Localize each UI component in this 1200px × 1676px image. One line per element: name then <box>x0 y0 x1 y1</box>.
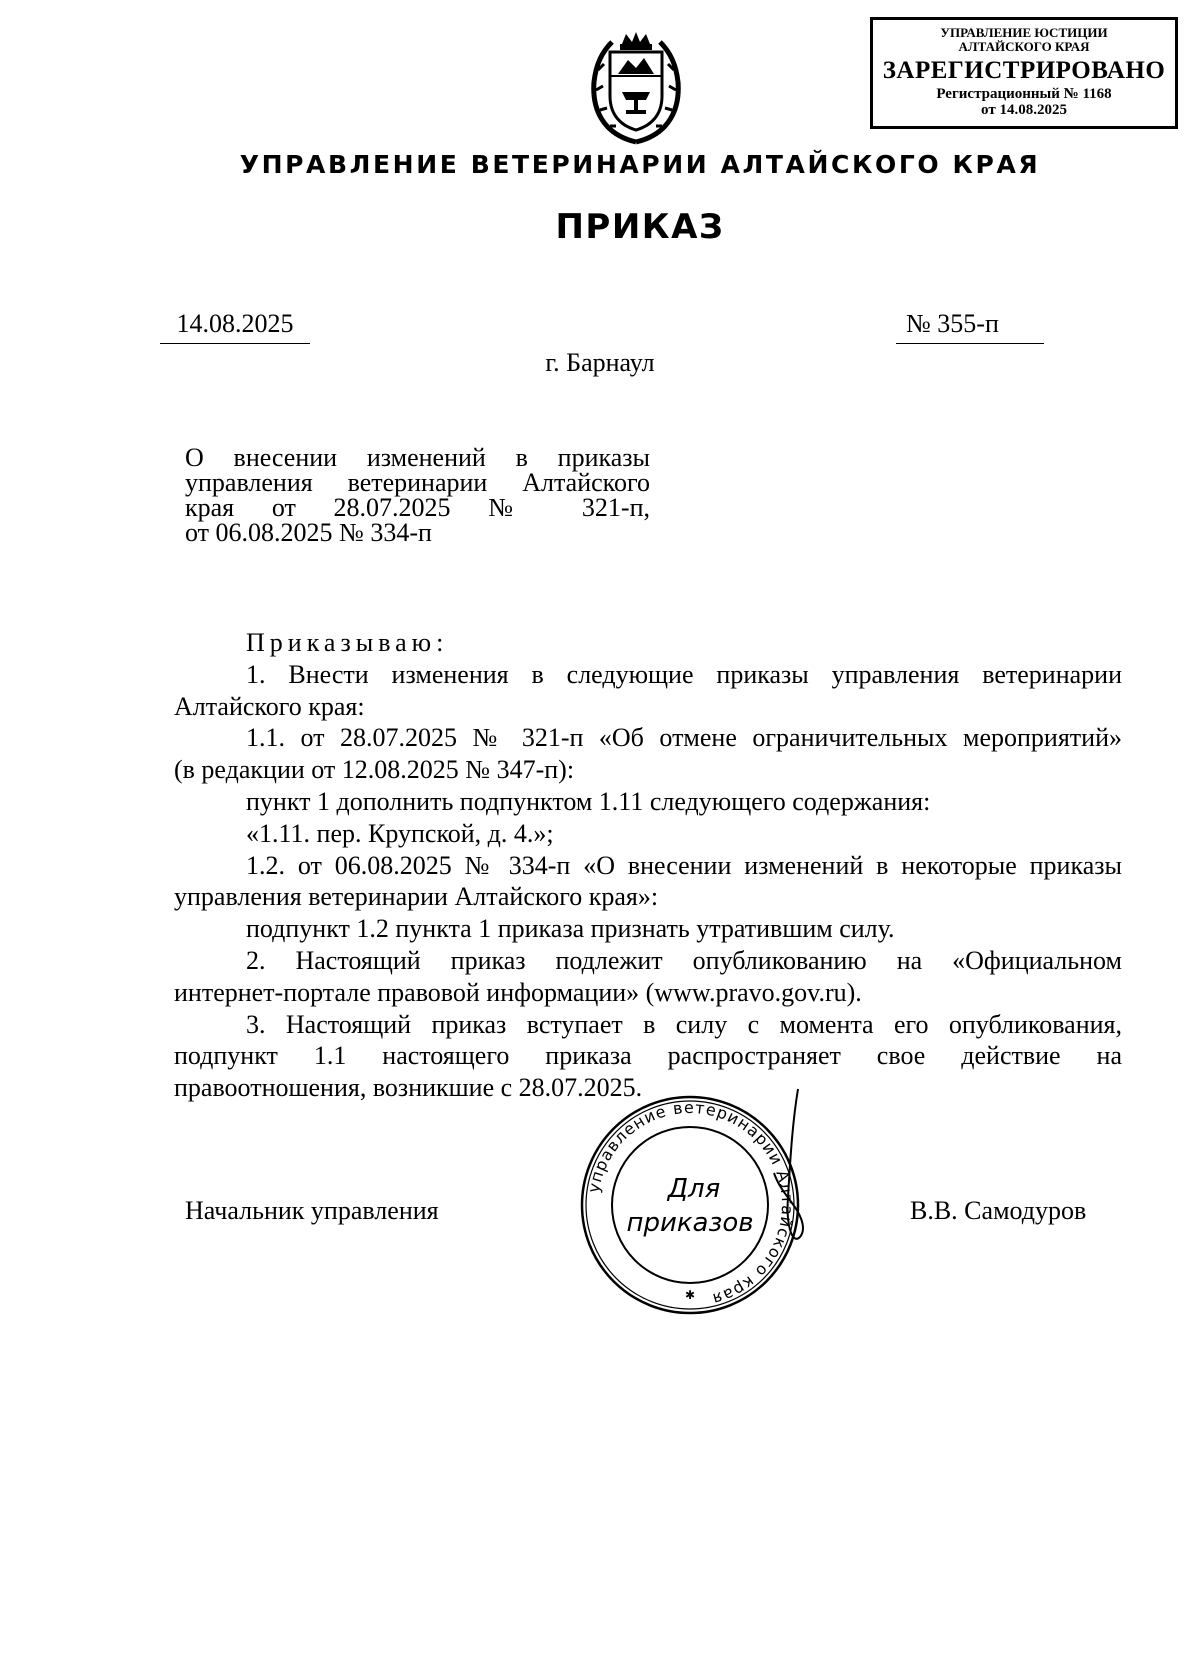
registration-date: от 14.08.2025 <box>981 102 1067 118</box>
registration-stamp <box>870 17 1178 129</box>
number-underline <box>896 343 1044 344</box>
paragraph-line: Алтайского края: <box>174 691 365 721</box>
document-date: 14.08.2025 <box>176 309 294 338</box>
document-body <box>174 627 1122 1104</box>
official-seal-icon <box>560 1085 820 1325</box>
registration-status: ЗАРЕГИСТРИРОВАНО <box>882 57 1166 84</box>
subject-line: управления ветеринарии Алтайского <box>185 468 650 497</box>
registration-number: Регистрационный № 1168 <box>936 86 1112 102</box>
seal-ring-text: управление ветеринарии Алтайского края <box>583 1097 798 1310</box>
paragraph-line: 1. Внести изменения в следующие приказы управления ветеринарии <box>246 659 1122 689</box>
registration-org-line2: АЛТАЙСКОГО КРАЯ <box>958 39 1090 54</box>
registration-org-line1: УПРАВЛЕНИЕ ЮСТИЦИИ <box>940 25 1108 40</box>
seal-center-line2: приказов <box>626 1208 754 1238</box>
paragraph-line: управления ветеринарии Алтайского края»: <box>174 882 659 912</box>
signature-position: Начальник управления <box>185 1196 439 1225</box>
paragraph-line: интернет-портале правовой информации» (www.pravo.gov.ru). <box>174 977 862 1007</box>
paragraph-line: «1.11. пер. Крупской, д. 4.»; <box>246 818 554 848</box>
document-subject <box>185 445 650 545</box>
document-number: № 355-п <box>906 309 999 338</box>
document-city: г. Барнаул <box>545 348 655 377</box>
paragraph-line: правоотношения, возникшие с 28.07.2025. <box>174 1073 643 1103</box>
subject-line: О внесении изменений в приказы <box>185 443 650 472</box>
paragraph-line: 1.2. от 06.08.2025 № 334-п «О внесении изменений в некоторые приказы <box>246 850 1122 880</box>
organization-title: УПРАВЛЕНИЕ ВЕТЕРИНАРИИ АЛТАЙСКОГО КРАЯ <box>239 150 1041 179</box>
document-type: ПРИКАЗ <box>555 207 725 247</box>
paragraph-line: пункт 1 дополнить подпунктом 1.11 следующего содержания: <box>246 786 931 816</box>
seal-center-line1: Для <box>667 1174 721 1204</box>
paragraph-line: подпункт 1.2 пункта 1 приказа признать утратившим силу. <box>246 914 895 944</box>
signature-name: В.В. Самодуров <box>910 1196 1087 1225</box>
coat-of-arms-icon <box>588 30 684 146</box>
paragraph-line: 3. Настоящий приказ вступает в силу с момента его опубликования, <box>246 1009 1122 1039</box>
paragraph-line: 1.1. от 28.07.2025 № 321-п «Об отмене ограничительных мероприятий» <box>246 723 1122 753</box>
date-underline <box>160 343 310 344</box>
paragraph-line: 2. Настоящий приказ подлежит опубликованию на «Официальном <box>246 945 1122 975</box>
order-word: Приказываю: <box>246 628 449 657</box>
paragraph-line: подпункт 1.1 настоящего приказа распространяет свое действие на <box>174 1041 1122 1071</box>
subject-line: края от 28.07.2025 № 321-п, <box>185 493 650 522</box>
svg-text:✱: ✱ <box>684 1288 696 1302</box>
subject-line: от 06.08.2025 № 334-п <box>185 518 432 547</box>
paragraph-line: (в редакции от 12.08.2025 № 347-п): <box>174 755 575 785</box>
